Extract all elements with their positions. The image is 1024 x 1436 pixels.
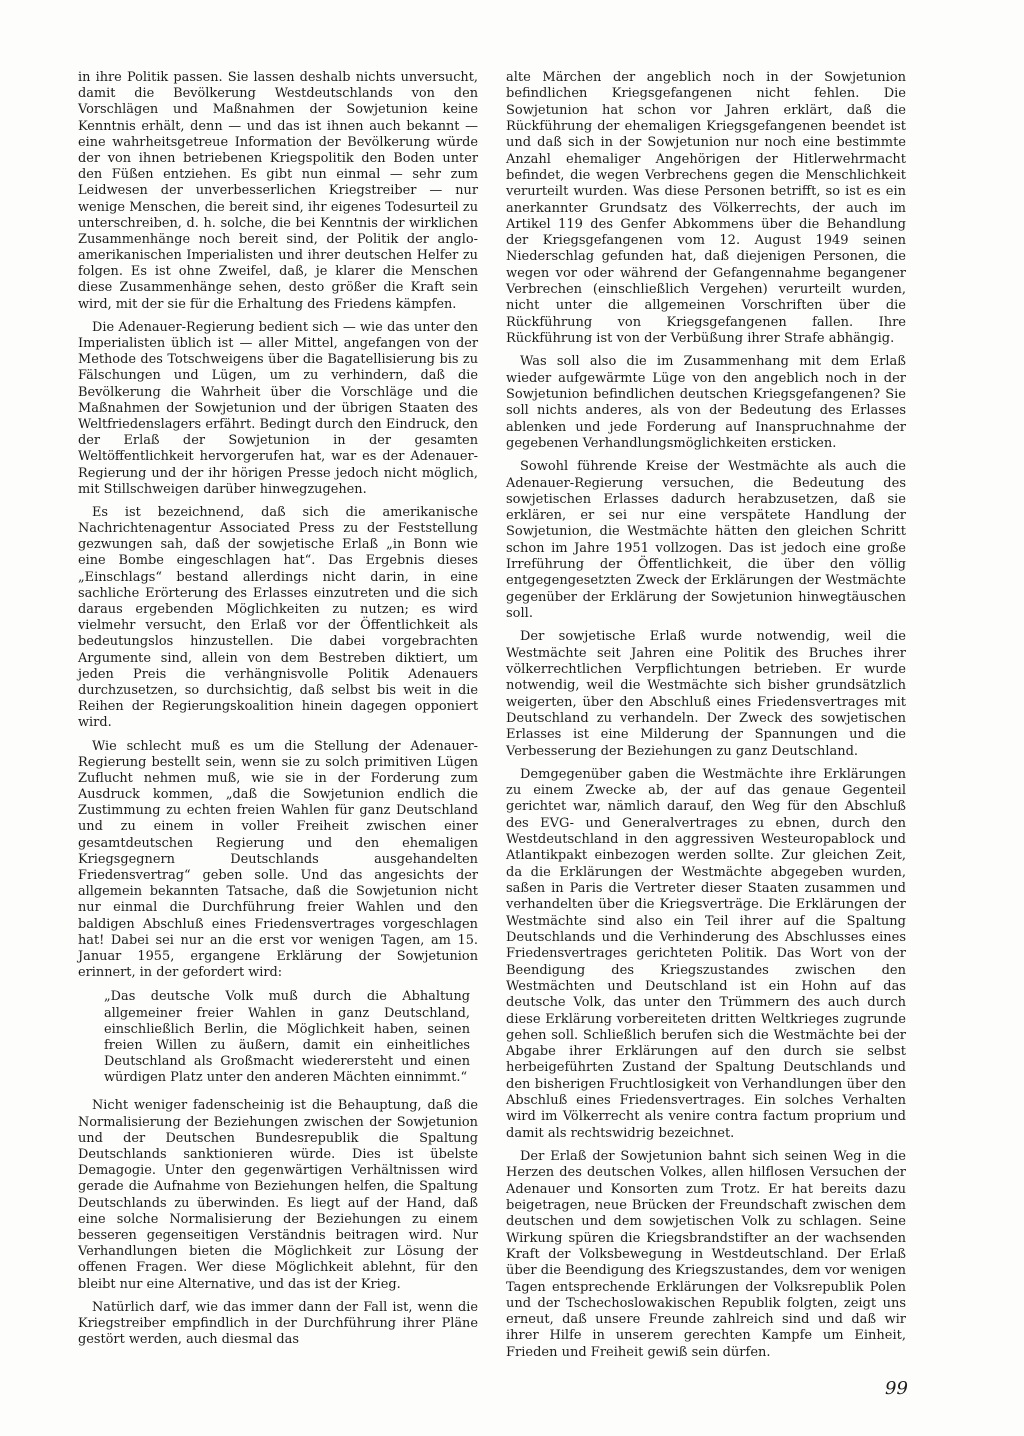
paragraph: Demgegenüber gaben die Westmächte ihre Erklärungen zu einem Zwecke ab, der auf das genaue Gegenteil gerichtet war, nämlich darauf, den Weg für den Abschluß des EVG- und Generalvertrages zu ebnen, durch den Westdeutschland in den aggressiven Westeuropablock und Atlantikpakt einbezogen werden sollte. Zur gleichen Zeit, da die Erklärungen der Westmächte abgegeben wurden, saßen in Paris die Vertreter dieser Staaten zusammen und verhandelten über die Kriegsverträge. Die Erklärungen der Westmächte sind also ein Teil ihrer auf die Spaltung Deutschlands und die Verhinderung des Abschlusses eines Friedensvertrages gerichteten Politik. Das Wort von der Beendigung des Kriegszustandes zwischen den Westmächten und Deutschland ist ein Hohn auf das deutsche Volk, das unter den Trümmern des auch durch diese Erklärung vorbereiteten dritten Weltkrieges zugrunde gehen soll. Schließlich berufen sich die Westmächte bei der Abgabe ihrer Erklärungen auf den durch sie selbst herbeigeführten Zustand der Spaltung Deutschlands und den bisherigen Fruchtlosigkeit von Verhandlungen über den Abschluß eines Friedensvertrages. Ein solches Verhalten wird im Völkerrecht als venire contra factum proprium und damit als rechtswidrig bezeichnet. — [506, 766, 906, 1141]
paragraph: Sowohl führende Kreise der Westmächte als auch die Adenauer-Regierung versuchen, die Bedeutung des sowjetischen Erlasses dadurch herabzusetzen, daß sie erklären, er sei nur eine verspätete Handlung der Sowjetunion, die Westmächte hätten den gleichen Schritt schon im Jahre 1951 vollzogen. Das ist jedoch eine große Irreführung der Öffentlichkeit, die über den völlig entgegengesetzten Zweck der Erklärungen der Westmächte gegenüber der Erklärung der Sowjetunion hinwegtäuschen soll. — [506, 459, 906, 621]
paragraph: Es ist bezeichnend, daß sich die amerikanische Nachrichtenagentur Associated Press zu der Feststellung gezwungen sah, daß der sowjetische Erlaß „in Bonn wie eine Bombe eingeschlagen hat“. Das Ergebnis dieses „Einschlags“ bestand allerdings nicht darin, in eine sachliche Erörterung des Erlasses einzutreten und die sich daraus ergebenden Möglichkeiten zu nutzen; es wird vielmehr versucht, den Erlaß vor der Öffentlichkeit als bedeutungslos hinzustellen. Die dabei vorgebrachten Argumente sind, allein von dem Bestreben diktiert, um jeden Preis die verhängnisvolle Politik Adenauers durchzusetzen, so durchsichtig, daß selbst bis weit in die Reihen der Regierungskoalition hinein dagegen opponiert wird. — [78, 504, 478, 731]
paragraph: Die Adenauer-Regierung bedient sich — wie das unter den Imperialisten üblich ist — aller Mittel, angefangen von der Methode des Totschweigens über die Bagatellisierung bis zu Fälschungen und Lügen, um zu verhindern, daß die Bevölkerung die Wahrheit über die Vorschläge und die Maßnahmen der Sowjetunion und der übrigen Staaten des Weltfriedenslagers erfährt. Bedingt durch den Eindruck, den der Erlaß der Sowjetunion in der gesamten Weltöffentlichkeit hervorgerufen hat, war es der Adenauer-Regierung und der ihr hörigen Presse jedoch nicht möglich, mit Stillschweigen darüber hinwegzugehen. — [78, 319, 478, 497]
right-text-column — [506, 70, 906, 1368]
page-number: 99 — [885, 1378, 908, 1399]
paragraph: Der sowjetische Erlaß wurde notwendig, weil die Westmächte seit Jahren eine Politik des Bruches ihrer völkerrechtlichen Verpflichtungen betrieben. Er wurde notwendig, weil die Westmächte sich bisher grundsätzlich weigerten, über den Abschluß eines Friedensvertrages mit Deutschland zu verhandeln. Der Zweck des sowjetischen Erlasses ist eine Milderung der Spannungen und die Verbesserung der Beziehungen zu ganz Deutschland. — [506, 629, 906, 759]
paragraph: in ihre Politik passen. Sie lassen deshalb nichts unversucht, damit die Bevölkerung Westdeutschlands von den Vorschlägen und Maßnahmen der Sowjetunion keine Kenntnis erhält, denn — und das ist ihnen auch bekannt — eine wahrheitsgetreue Information der Bevölkerung würde der von ihnen betriebenen Kriegspolitik den Boden unter den Füßen entziehen. Es gibt nun einmal — sehr zum Leidwesen der unverbesserlichen Kriegstreiber — nur wenige Menschen, die bereit sind, ihr eigenes Todesurteil zu unterschreiben, d. h. solche, die bei Kenntnis der wirklichen Zusammenhänge noch bereit sind, der Politik der anglo-amerikanischen Imperialisten und ihrer deutschen Helfer zu folgen. Es ist ohne Zweifel, daß, je klarer die Menschen diese Zusammenhänge sehen, desto größer die Kraft sein wird, mit der sie für die Erhaltung des Friedens kämpfen. — [78, 70, 478, 312]
paragraph: Nicht weniger fadenscheinig ist die Behauptung, daß die Normalisierung der Beziehungen zwischen der Sowjetunion und der Deutschen Bundesrepublik die Spaltung Deutschlands sanktionieren würde. Dies ist übelste Demagogie. Unter den gegenwärtigen Verhältnissen wird gerade die Aufnahme von Beziehungen helfen, die Spaltung Deutschlands zu überwinden. Es liegt auf der Hand, daß eine solche Normalisierung der Beziehungen zu einem besseren gegenseitigen Verständnis beitragen wird. Nur Verhandlungen bieten die Möglichkeit zur Lösung der offenen Fragen. Wer diese Möglichkeit ablehnt, für den bleibt nur eine Alternative, und das ist der Krieg. — [78, 1098, 478, 1292]
paragraph: Wie schlecht muß es um die Stellung der Adenauer-Regierung bestellt sein, wenn sie zu solch primitiven Lügen Zuflucht nehmen muß, wie sie in der Forderung zum Ausdruck kommen, „daß die Sowjetunion endlich die Zustimmung zu echten freien Wahlen für ganz Deutschland und zu einem in voller Freiheit zwischen einer gesamtdeutschen Regierung und den ehemaligen Kriegsgegnern Deutschlands ausgehandelten Friedensvertrag“ geben solle. Und das angesichts der allgemein bekannten Tatsache, daß die Sowjetunion nicht nur einmal die Durchführung freier Wahlen und den baldigen Abschluß eines Friedensvertrages vorgeschlagen hat! Dabei sei nur an die erst vor wenigen Tagen, am 15. Januar 1955, ergangene Erklärung der Sowjetunion erinnert, in der gefordert wird: — [78, 738, 478, 981]
block-quote: „Das deutsche Volk muß durch die Abhaltung allgemeiner freier Wahlen in ganz Deutschland, einschließlich Berlin, die Möglichkeit haben, seinen freien Willen zu äußern, damit ein einheitliches Deutschland als Großmacht wiederersteht und einen würdigen Platz unter den anderen Mächten einnimmt.“ — [104, 989, 470, 1086]
paragraph: Was soll also die im Zusammenhang mit dem Erlaß wieder aufgewärmte Lüge von den angeblich noch in der Sowjetunion befindlichen deutschen Kriegsgefangenen? Sie soll nichts anderes, als von der Bedeutung des Erlasses ablenken und jede Forderung auf Inanspruchnahme der gegebenen Verhandlungsmöglichkeiten ersticken. — [506, 354, 906, 451]
paragraph: alte Märchen der angeblich noch in der Sowjetunion befindlichen Kriegsgefangenen nicht fehlen. Die Sowjetunion hat schon vor Jahren erklärt, daß die Rückführung der ehemaligen Kriegsgefangenen beendet ist und daß sich in der Sowjetunion nur noch eine bestimmte Anzahl ehemaliger Angehörigen der Hitlerwehrmacht befindet, die wegen Verbrechens gegen die Menschlichkeit verurteilt wurden. Was diese Personen betrifft, so ist es ein anerkannter Grundsatz des Völkerrechts, der auch im Artikel 119 des Genfer Abkommens über die Behandlung der Kriegsgefangenen vom 12. August 1949 seinen Niederschlag gefunden hat, daß diejenigen Personen, die wegen vor oder während der Gefangennahme begangener Verbrechen (einschließlich Vergehen) verurteilt wurden, nicht unter die allgemeinen Vorschriften über die Rückführung von Kriegsgefangenen fallen. Ihre Rückführung ist von der Verbüßung ihrer Strafe abhängig. — [506, 70, 906, 346]
paragraph: Der Erlaß der Sowjetunion bahnt sich seinen Weg in die Herzen des deutschen Volkes, allen hilflosen Versuchen der Adenauer und Konsorten zum Trotz. Er hat bereits dazu beigetragen, neue Brücken der Freundschaft zwischen dem deutschen und dem sowjetischen Volk zu schlagen. Seine Wirkung spüren die Kriegsbrandstifter an der wachsenden Kraft der Volksbewegung in Westdeutschland. Der Erlaß über die Beendigung des Kriegszustandes, dem vor wenigen Tagen entsprechende Erklärungen der Volksrepublik Polen und der Tschechoslowakischen Republik folgten, zeigt uns erneut, daß unsere Freunde zahlreich sind und daß wir ihrer Hilfe in unserem gerechten Kampfe um Einheit, Frieden und Freiheit gewiß sein dürfen. — [506, 1149, 906, 1360]
paragraph: Natürlich darf, wie das immer dann der Fall ist, wenn die Kriegstreiber empfindlich in der Durchführung ihrer Pläne gestört werden, auch diesmal das — [78, 1299, 478, 1348]
left-text-column — [78, 70, 478, 1355]
